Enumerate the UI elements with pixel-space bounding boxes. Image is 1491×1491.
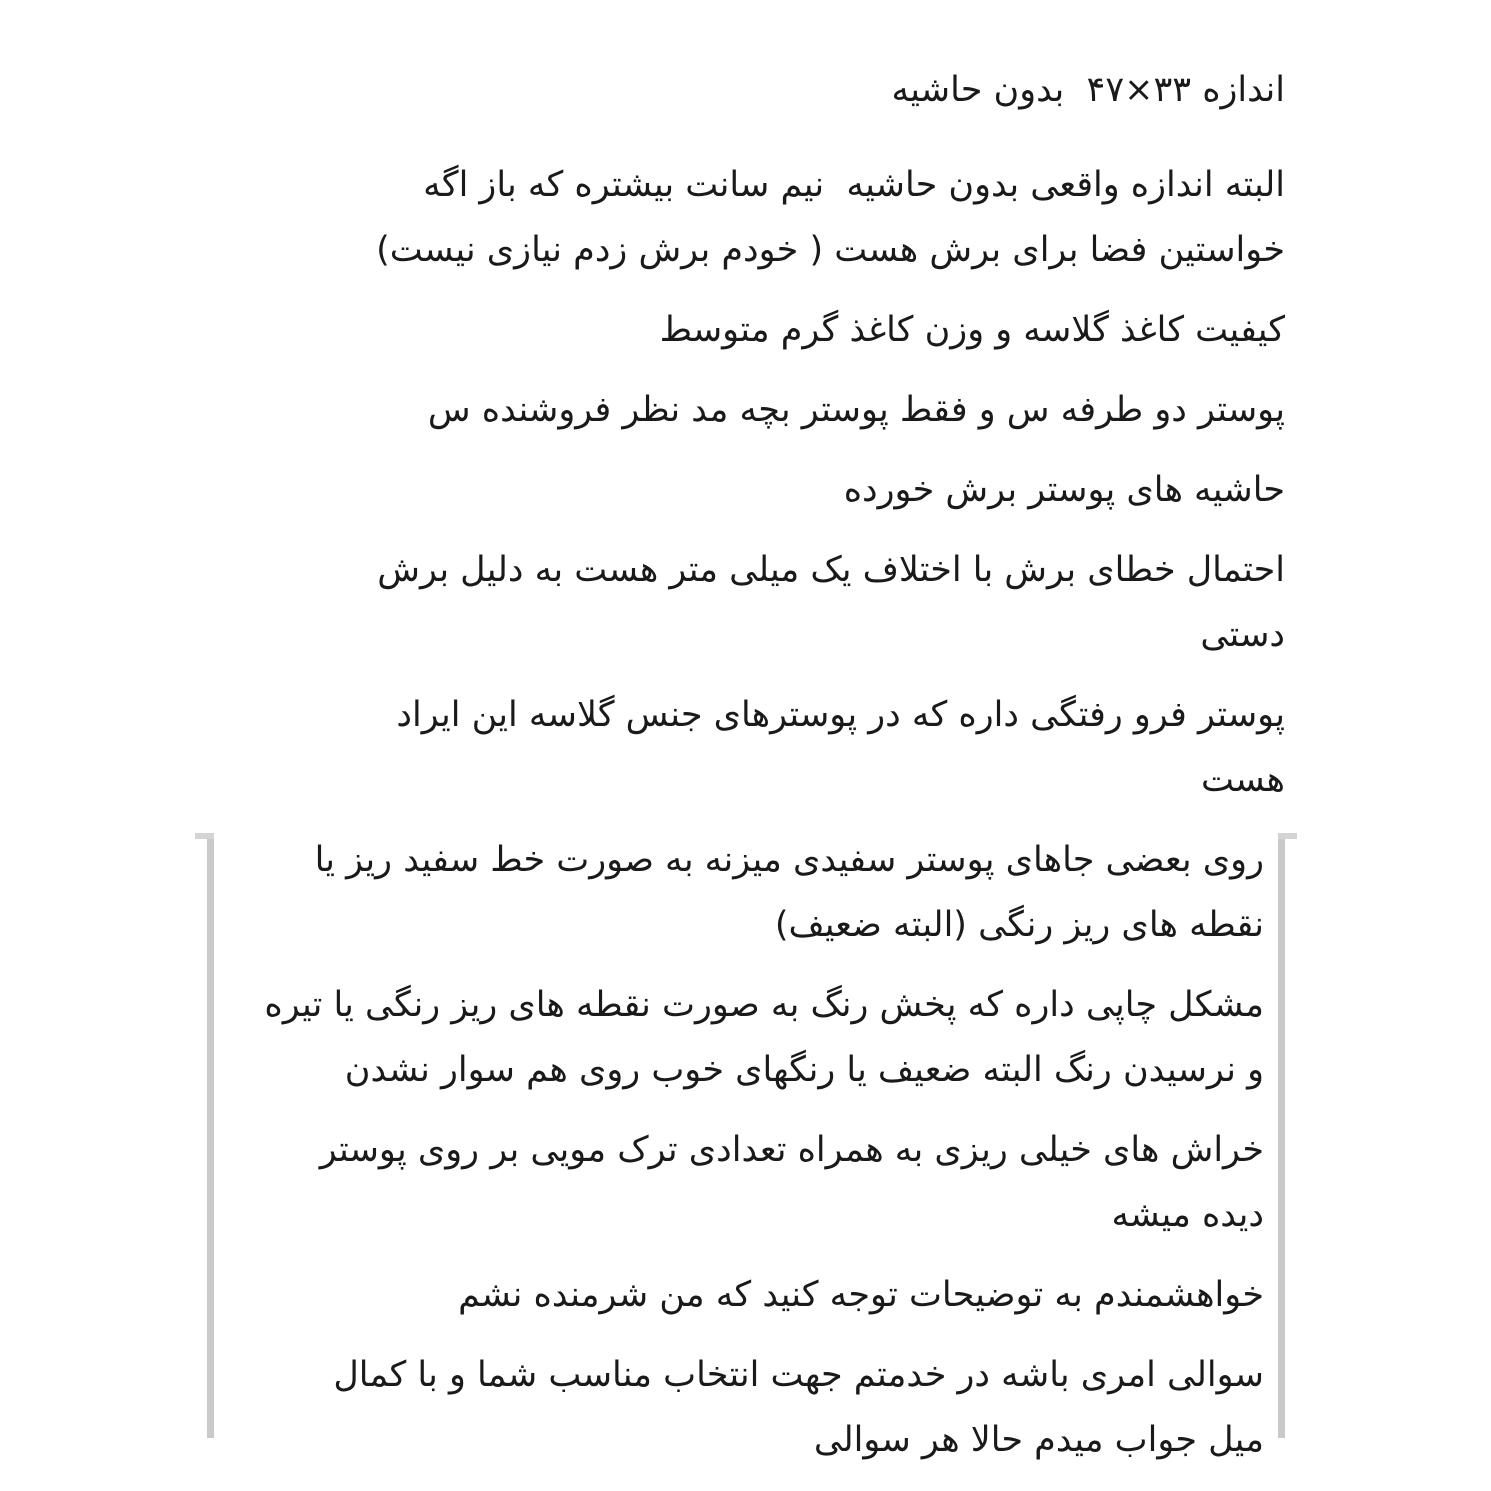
description-line: اندازه ۳۳×۴۷ بدون حاشیه	[891, 70, 1285, 110]
description-line: سوالی امری باشه در خدمتم جهت انتخاب مناسب شما و با کمال	[333, 1355, 1264, 1395]
description-paragraph	[207, 683, 1285, 813]
description-paragraph	[228, 973, 1264, 1103]
description-line: مشکل چاپی داره که پخش رنگ به صورت نقطه های ریز رنگی یا تیره	[264, 985, 1264, 1025]
quoted-description-block	[207, 828, 1285, 1473]
description-line: کیفیت کاغذ گلاسه و وزن کاغذ گرم متوسط	[659, 310, 1285, 350]
description-line: میل جواب میدم حالا هر سوالی	[813, 1420, 1264, 1460]
quote-corner-cap-left	[195, 833, 214, 839]
description-paragraph	[207, 298, 1285, 363]
description-paragraph	[207, 458, 1285, 523]
description-paragraph	[228, 1118, 1264, 1248]
quote-border-right	[1278, 833, 1285, 1438]
quote-border-left	[207, 833, 214, 1438]
description-paragraph	[228, 828, 1264, 958]
description-line: حاشیه های پوستر برش خورده	[843, 470, 1285, 510]
description-paragraph	[228, 1263, 1264, 1328]
description-line: احتمال خطای برش با اختلاف یک میلی متر هست به دلیل برش	[377, 550, 1285, 590]
description-line: نقطه های ریز رنگی (البته ضعیف)	[774, 905, 1264, 945]
description-line: پوستر دو طرفه س و فقط پوستر بچه مد نظر فروشنده س	[427, 390, 1285, 430]
quote-corner-cap-right	[1278, 833, 1297, 839]
description-paragraph	[207, 153, 1285, 283]
description-line: پوستر فرو رفتگی داره که در پوسترهای جنس گلاسه این ایراد	[396, 695, 1285, 735]
description-line: هست	[1200, 760, 1285, 800]
description-line: خواهشمندم به توضیحات توجه کنید که من شرمنده نشم	[458, 1275, 1264, 1315]
description-line: خواستین فضا برای برش هست ( خودم برش زدم نیازی نیست)	[376, 230, 1285, 270]
description-paragraph	[228, 1343, 1264, 1473]
description-line: البته اندازه واقعی بدون حاشیه نیم سانت بیشتره که باز اگه	[423, 165, 1285, 205]
description-line: و نرسیدن رنگ البته ضعیف یا رنگهای خوب روی هم سوار نشدن	[344, 1050, 1264, 1090]
description-line: دستی	[1200, 615, 1285, 655]
description-line: روی بعضی جاهای پوستر سفیدی میزنه به صورت خط سفید ریز یا	[314, 840, 1264, 880]
description-line: خراش های خیلی ریزی به همراه تعدادی ترک مویی بر روی پوستر	[319, 1130, 1264, 1170]
description-text-column	[207, 58, 1285, 1488]
description-line: دیده میشه	[1111, 1195, 1264, 1235]
description-paragraph	[207, 58, 1285, 123]
description-paragraph	[207, 538, 1285, 668]
description-paragraph	[207, 378, 1285, 443]
